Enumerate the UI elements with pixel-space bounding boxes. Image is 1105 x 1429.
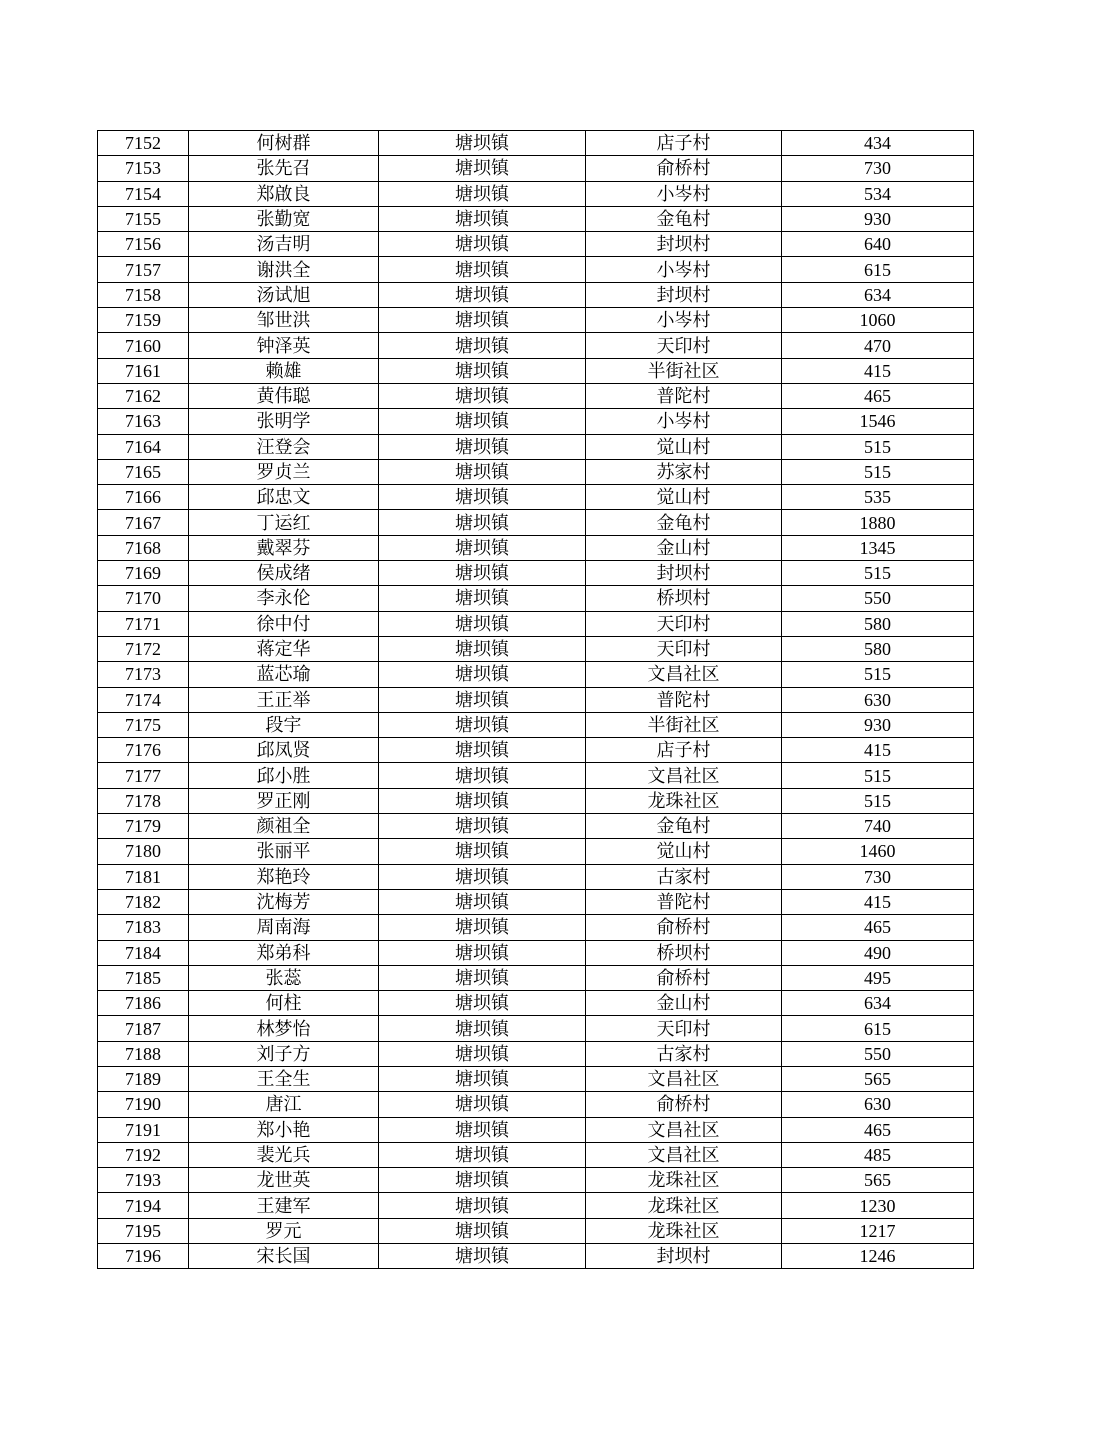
town-cell: 塘坝镇	[379, 1117, 586, 1142]
amount-cell: 515	[782, 561, 974, 586]
village-cell: 小岑村	[586, 257, 782, 282]
row-number-cell: 7168	[98, 535, 189, 560]
amount-cell: 630	[782, 1092, 974, 1117]
town-cell: 塘坝镇	[379, 1041, 586, 1066]
town-cell: 塘坝镇	[379, 839, 586, 864]
table-row	[98, 991, 974, 1016]
row-number-cell: 7187	[98, 1016, 189, 1041]
amount-cell: 550	[782, 1041, 974, 1066]
table-row	[98, 561, 974, 586]
village-cell: 金龟村	[586, 814, 782, 839]
village-cell: 文昌社区	[586, 1066, 782, 1091]
amount-cell: 565	[782, 1066, 974, 1091]
name-cell: 邱小胜	[189, 763, 379, 788]
row-number-cell: 7184	[98, 940, 189, 965]
village-cell: 觉山村	[586, 434, 782, 459]
row-number-cell: 7155	[98, 206, 189, 231]
name-cell: 王建军	[189, 1193, 379, 1218]
table-row	[98, 611, 974, 636]
row-number-cell: 7181	[98, 864, 189, 889]
row-number-cell: 7164	[98, 434, 189, 459]
town-cell: 塘坝镇	[379, 940, 586, 965]
town-cell: 塘坝镇	[379, 181, 586, 206]
row-number-cell: 7177	[98, 763, 189, 788]
village-cell: 文昌社区	[586, 763, 782, 788]
village-cell: 文昌社区	[586, 1117, 782, 1142]
table-row	[98, 1016, 974, 1041]
row-number-cell: 7183	[98, 915, 189, 940]
town-cell: 塘坝镇	[379, 738, 586, 763]
name-cell: 李永伦	[189, 586, 379, 611]
name-cell: 郑啟良	[189, 181, 379, 206]
row-number-cell: 7175	[98, 712, 189, 737]
row-number-cell: 7193	[98, 1168, 189, 1193]
table-row	[98, 788, 974, 813]
town-cell: 塘坝镇	[379, 763, 586, 788]
amount-cell: 415	[782, 358, 974, 383]
table-row	[98, 889, 974, 914]
name-cell: 颜祖全	[189, 814, 379, 839]
name-cell: 宋长国	[189, 1244, 379, 1269]
row-number-cell: 7156	[98, 232, 189, 257]
name-cell: 戴翠芬	[189, 535, 379, 560]
row-number-cell: 7163	[98, 409, 189, 434]
amount-cell: 740	[782, 814, 974, 839]
village-cell: 俞桥村	[586, 965, 782, 990]
table-row	[98, 485, 974, 510]
name-cell: 林梦怡	[189, 1016, 379, 1041]
name-cell: 郑艳玲	[189, 864, 379, 889]
village-cell: 封坝村	[586, 282, 782, 307]
table-row	[98, 383, 974, 408]
row-number-cell: 7185	[98, 965, 189, 990]
row-number-cell: 7188	[98, 1041, 189, 1066]
village-cell: 金龟村	[586, 510, 782, 535]
amount-cell: 580	[782, 611, 974, 636]
town-cell: 塘坝镇	[379, 156, 586, 181]
row-number-cell: 7195	[98, 1218, 189, 1243]
village-cell: 金山村	[586, 535, 782, 560]
name-cell: 周南海	[189, 915, 379, 940]
name-cell: 罗元	[189, 1218, 379, 1243]
amount-cell: 490	[782, 940, 974, 965]
town-cell: 塘坝镇	[379, 788, 586, 813]
table-row	[98, 712, 974, 737]
amount-cell: 580	[782, 636, 974, 661]
village-cell: 俞桥村	[586, 156, 782, 181]
name-cell: 张蕊	[189, 965, 379, 990]
row-number-cell: 7165	[98, 459, 189, 484]
amount-cell: 615	[782, 257, 974, 282]
town-cell: 塘坝镇	[379, 915, 586, 940]
village-cell: 龙珠社区	[586, 1218, 782, 1243]
town-cell: 塘坝镇	[379, 535, 586, 560]
village-cell: 天印村	[586, 333, 782, 358]
row-number-cell: 7152	[98, 131, 189, 156]
town-cell: 塘坝镇	[379, 206, 586, 231]
row-number-cell: 7171	[98, 611, 189, 636]
amount-cell: 930	[782, 712, 974, 737]
town-cell: 塘坝镇	[379, 1092, 586, 1117]
amount-cell: 930	[782, 206, 974, 231]
row-number-cell: 7186	[98, 991, 189, 1016]
amount-cell: 630	[782, 687, 974, 712]
village-cell: 苏家村	[586, 459, 782, 484]
amount-cell: 415	[782, 889, 974, 914]
amount-cell: 415	[782, 738, 974, 763]
table-row	[98, 1193, 974, 1218]
name-cell: 侯成绪	[189, 561, 379, 586]
village-cell: 普陀村	[586, 889, 782, 914]
row-number-cell: 7167	[98, 510, 189, 535]
name-cell: 段宇	[189, 712, 379, 737]
town-cell: 塘坝镇	[379, 1016, 586, 1041]
row-number-cell: 7158	[98, 282, 189, 307]
table-body	[98, 131, 974, 1269]
amount-cell: 535	[782, 485, 974, 510]
town-cell: 塘坝镇	[379, 586, 586, 611]
amount-cell: 485	[782, 1142, 974, 1167]
table-row	[98, 535, 974, 560]
town-cell: 塘坝镇	[379, 1244, 586, 1269]
amount-cell: 1880	[782, 510, 974, 535]
table-row	[98, 965, 974, 990]
name-cell: 龙世英	[189, 1168, 379, 1193]
amount-cell: 515	[782, 459, 974, 484]
village-cell: 俞桥村	[586, 1092, 782, 1117]
table-row	[98, 1066, 974, 1091]
village-cell: 普陀村	[586, 383, 782, 408]
village-cell: 龙珠社区	[586, 788, 782, 813]
village-cell: 龙珠社区	[586, 1168, 782, 1193]
table-row	[98, 131, 974, 156]
table-row	[98, 358, 974, 383]
village-cell: 半街社区	[586, 358, 782, 383]
table-row	[98, 409, 974, 434]
town-cell: 塘坝镇	[379, 991, 586, 1016]
village-cell: 天印村	[586, 636, 782, 661]
name-cell: 蓝芯瑜	[189, 662, 379, 687]
town-cell: 塘坝镇	[379, 282, 586, 307]
row-number-cell: 7157	[98, 257, 189, 282]
name-cell: 汤试旭	[189, 282, 379, 307]
village-cell: 封坝村	[586, 561, 782, 586]
village-cell: 文昌社区	[586, 662, 782, 687]
village-cell: 桥坝村	[586, 586, 782, 611]
village-cell: 小岑村	[586, 308, 782, 333]
town-cell: 塘坝镇	[379, 1193, 586, 1218]
amount-cell: 515	[782, 763, 974, 788]
table-row	[98, 434, 974, 459]
town-cell: 塘坝镇	[379, 662, 586, 687]
name-cell: 王全生	[189, 1066, 379, 1091]
row-number-cell: 7161	[98, 358, 189, 383]
table-row	[98, 864, 974, 889]
amount-cell: 565	[782, 1168, 974, 1193]
table-row	[98, 1092, 974, 1117]
town-cell: 塘坝镇	[379, 308, 586, 333]
row-number-cell: 7182	[98, 889, 189, 914]
amount-cell: 495	[782, 965, 974, 990]
amount-cell: 515	[782, 434, 974, 459]
amount-cell: 1217	[782, 1218, 974, 1243]
town-cell: 塘坝镇	[379, 131, 586, 156]
name-cell: 邱忠文	[189, 485, 379, 510]
name-cell: 唐江	[189, 1092, 379, 1117]
amount-cell: 1546	[782, 409, 974, 434]
name-cell: 罗正刚	[189, 788, 379, 813]
table-row	[98, 940, 974, 965]
row-number-cell: 7166	[98, 485, 189, 510]
row-number-cell: 7194	[98, 1193, 189, 1218]
amount-cell: 730	[782, 156, 974, 181]
amount-cell: 1460	[782, 839, 974, 864]
name-cell: 张勤宽	[189, 206, 379, 231]
table-row	[98, 232, 974, 257]
row-number-cell: 7179	[98, 814, 189, 839]
amount-cell: 634	[782, 282, 974, 307]
name-cell: 邱凤贤	[189, 738, 379, 763]
table-row	[98, 586, 974, 611]
town-cell: 塘坝镇	[379, 687, 586, 712]
town-cell: 塘坝镇	[379, 333, 586, 358]
village-cell: 小岑村	[586, 181, 782, 206]
village-cell: 金山村	[586, 991, 782, 1016]
amount-cell: 465	[782, 383, 974, 408]
table-row	[98, 181, 974, 206]
table-row	[98, 763, 974, 788]
amount-cell: 615	[782, 1016, 974, 1041]
name-cell: 刘子方	[189, 1041, 379, 1066]
village-cell: 普陀村	[586, 687, 782, 712]
town-cell: 塘坝镇	[379, 383, 586, 408]
village-cell: 古家村	[586, 1041, 782, 1066]
amount-cell: 515	[782, 788, 974, 813]
table-row	[98, 206, 974, 231]
town-cell: 塘坝镇	[379, 232, 586, 257]
amount-cell: 465	[782, 915, 974, 940]
town-cell: 塘坝镇	[379, 712, 586, 737]
table-row	[98, 1142, 974, 1167]
village-cell: 天印村	[586, 611, 782, 636]
name-cell: 王正举	[189, 687, 379, 712]
name-cell: 张明学	[189, 409, 379, 434]
table-row	[98, 662, 974, 687]
row-number-cell: 7169	[98, 561, 189, 586]
village-cell: 金龟村	[586, 206, 782, 231]
town-cell: 塘坝镇	[379, 561, 586, 586]
table-row	[98, 1218, 974, 1243]
table-row	[98, 333, 974, 358]
row-number-cell: 7192	[98, 1142, 189, 1167]
row-number-cell: 7154	[98, 181, 189, 206]
village-cell: 龙珠社区	[586, 1193, 782, 1218]
village-cell: 文昌社区	[586, 1142, 782, 1167]
row-number-cell: 7196	[98, 1244, 189, 1269]
name-cell: 邹世洪	[189, 308, 379, 333]
town-cell: 塘坝镇	[379, 889, 586, 914]
amount-cell: 634	[782, 991, 974, 1016]
village-cell: 俞桥村	[586, 915, 782, 940]
village-cell: 天印村	[586, 1016, 782, 1041]
table-row	[98, 308, 974, 333]
town-cell: 塘坝镇	[379, 864, 586, 889]
village-cell: 觉山村	[586, 485, 782, 510]
table-row	[98, 738, 974, 763]
town-cell: 塘坝镇	[379, 485, 586, 510]
row-number-cell: 7180	[98, 839, 189, 864]
name-cell: 钟泽英	[189, 333, 379, 358]
town-cell: 塘坝镇	[379, 358, 586, 383]
town-cell: 塘坝镇	[379, 636, 586, 661]
name-cell: 郑小艳	[189, 1117, 379, 1142]
row-number-cell: 7159	[98, 308, 189, 333]
amount-cell: 550	[782, 586, 974, 611]
village-cell: 古家村	[586, 864, 782, 889]
table-row	[98, 156, 974, 181]
data-table	[97, 130, 974, 1269]
table-row	[98, 459, 974, 484]
town-cell: 塘坝镇	[379, 459, 586, 484]
name-cell: 罗贞兰	[189, 459, 379, 484]
table-row	[98, 814, 974, 839]
table-row	[98, 282, 974, 307]
village-cell: 店子村	[586, 738, 782, 763]
row-number-cell: 7170	[98, 586, 189, 611]
amount-cell: 515	[782, 662, 974, 687]
town-cell: 塘坝镇	[379, 1142, 586, 1167]
table-row	[98, 1168, 974, 1193]
row-number-cell: 7178	[98, 788, 189, 813]
row-number-cell: 7190	[98, 1092, 189, 1117]
amount-cell: 434	[782, 131, 974, 156]
town-cell: 塘坝镇	[379, 814, 586, 839]
name-cell: 张先召	[189, 156, 379, 181]
town-cell: 塘坝镇	[379, 1066, 586, 1091]
town-cell: 塘坝镇	[379, 1218, 586, 1243]
name-cell: 汪登会	[189, 434, 379, 459]
name-cell: 汤吉明	[189, 232, 379, 257]
amount-cell: 1230	[782, 1193, 974, 1218]
row-number-cell: 7153	[98, 156, 189, 181]
village-cell: 店子村	[586, 131, 782, 156]
amount-cell: 1345	[782, 535, 974, 560]
town-cell: 塘坝镇	[379, 965, 586, 990]
village-cell: 觉山村	[586, 839, 782, 864]
amount-cell: 1246	[782, 1244, 974, 1269]
town-cell: 塘坝镇	[379, 409, 586, 434]
table-row	[98, 257, 974, 282]
name-cell: 张丽平	[189, 839, 379, 864]
row-number-cell: 7189	[98, 1066, 189, 1091]
table-row	[98, 915, 974, 940]
table-row	[98, 1041, 974, 1066]
table-row	[98, 1244, 974, 1269]
name-cell: 丁运红	[189, 510, 379, 535]
amount-cell: 470	[782, 333, 974, 358]
amount-cell: 730	[782, 864, 974, 889]
row-number-cell: 7172	[98, 636, 189, 661]
table-row	[98, 636, 974, 661]
name-cell: 沈梅芳	[189, 889, 379, 914]
town-cell: 塘坝镇	[379, 611, 586, 636]
village-cell: 桥坝村	[586, 940, 782, 965]
row-number-cell: 7173	[98, 662, 189, 687]
name-cell: 裴光兵	[189, 1142, 379, 1167]
row-number-cell: 7162	[98, 383, 189, 408]
village-cell: 封坝村	[586, 232, 782, 257]
table-row	[98, 687, 974, 712]
row-number-cell: 7160	[98, 333, 189, 358]
village-cell: 封坝村	[586, 1244, 782, 1269]
town-cell: 塘坝镇	[379, 257, 586, 282]
amount-cell: 534	[782, 181, 974, 206]
row-number-cell: 7176	[98, 738, 189, 763]
name-cell: 蒋定华	[189, 636, 379, 661]
village-cell: 半街社区	[586, 712, 782, 737]
town-cell: 塘坝镇	[379, 1168, 586, 1193]
name-cell: 谢洪全	[189, 257, 379, 282]
amount-cell: 640	[782, 232, 974, 257]
name-cell: 赖雄	[189, 358, 379, 383]
table-row	[98, 839, 974, 864]
row-number-cell: 7174	[98, 687, 189, 712]
row-number-cell: 7191	[98, 1117, 189, 1142]
name-cell: 黄伟聪	[189, 383, 379, 408]
amount-cell: 465	[782, 1117, 974, 1142]
name-cell: 郑弟科	[189, 940, 379, 965]
town-cell: 塘坝镇	[379, 434, 586, 459]
table-row	[98, 510, 974, 535]
town-cell: 塘坝镇	[379, 510, 586, 535]
village-cell: 小岑村	[586, 409, 782, 434]
name-cell: 徐中付	[189, 611, 379, 636]
name-cell: 何柱	[189, 991, 379, 1016]
amount-cell: 1060	[782, 308, 974, 333]
table-row	[98, 1117, 974, 1142]
name-cell: 何树群	[189, 131, 379, 156]
